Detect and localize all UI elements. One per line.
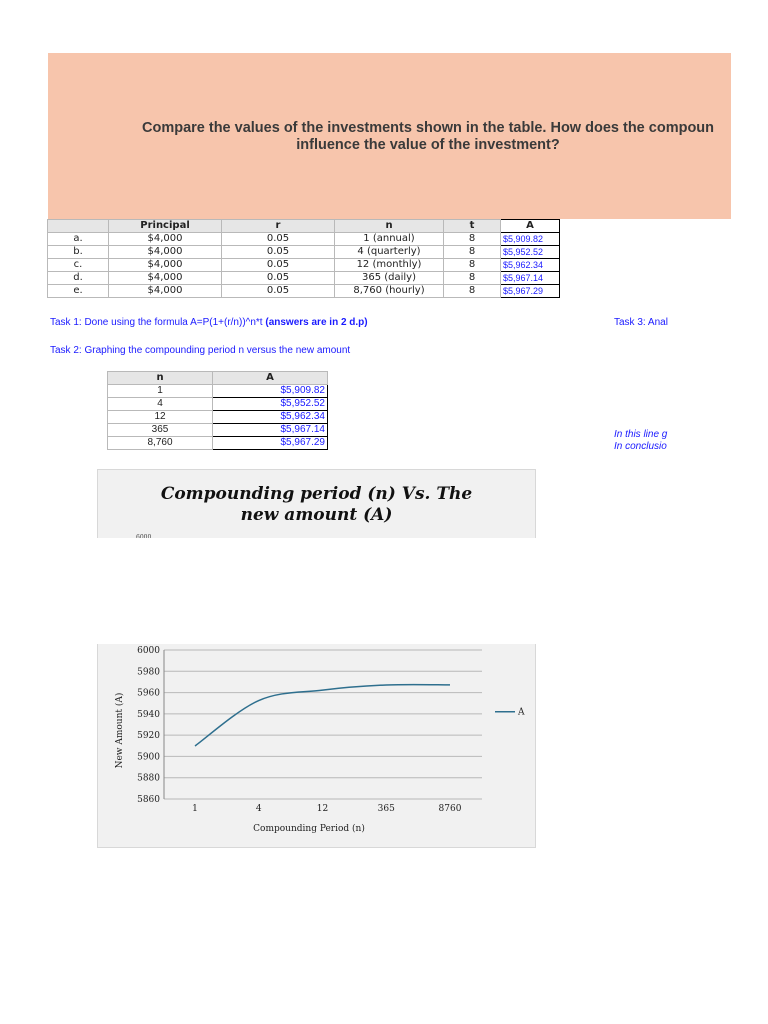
x-tick-label: 4 [255,804,262,814]
y-tick-label: 5920 [137,731,160,742]
legend-label: A [518,707,525,718]
question-banner [48,53,731,219]
question-text [48,120,731,154]
table-row [48,272,560,285]
table-row [108,424,328,437]
cell-n[interactable]: 12 (monthly) [335,259,444,272]
y-tick-label: 5860 [137,795,160,805]
task-1-text [50,317,368,328]
header-t: t [444,220,501,233]
x-tick-label: 365 [377,804,395,814]
cell-label[interactable]: c. [48,259,109,272]
chart-canvas [98,644,535,847]
chart-title [98,484,535,526]
cell-a[interactable]: $5,952.52 [213,398,328,411]
cell-principal[interactable]: $4,000 [109,246,222,259]
cell-t[interactable]: 8 [444,272,501,285]
table-row [48,285,560,298]
cell-r[interactable]: 0.05 [222,285,335,298]
cell-a[interactable]: $5,909.82 [501,233,560,246]
line-chart[interactable] [97,644,536,848]
analysis-line-2: In conclusio [614,441,667,452]
n-vs-a-table [107,371,328,450]
y-axis-label: New Amount (A) [115,692,125,769]
question-line-1: Compare the values of the investments shown in the table. How does the compoun [141,120,715,136]
y-tick-label: 6000 [137,646,160,656]
clipped-tick-stub: 6000 [136,534,152,538]
cell-r[interactable]: 0.05 [222,259,335,272]
cell-r[interactable]: 0.05 [222,272,335,285]
cell-n[interactable]: 8,760 (hourly) [335,285,444,298]
y-tick-label: 5940 [137,709,160,720]
chart-title-line-1: Compounding period (n) Vs. The [160,484,473,504]
cell-a[interactable]: $5,967.14 [213,424,328,437]
cell-n[interactable]: 365 [108,424,213,437]
cell-n[interactable]: 365 (daily) [335,272,444,285]
cell-n[interactable]: 1 (annual) [335,233,444,246]
cell-t[interactable]: 8 [444,259,501,272]
cell-t[interactable]: 8 [444,285,501,298]
chart-title-line-2: new amount (A) [240,505,393,525]
x-tick-label: 1 [192,804,198,814]
cell-t[interactable]: 8 [444,246,501,259]
question-line-2: influence the value of the investment? [296,137,560,153]
cell-t[interactable]: 8 [444,233,501,246]
cell-a[interactable]: $5,967.14 [501,272,560,285]
cell-label[interactable]: d. [48,272,109,285]
task-2-text: Task 2: Graphing the compounding period n versus the new amount [50,345,351,356]
header-a: A [213,372,328,385]
cell-a[interactable]: $5,967.29 [501,285,560,298]
cell-n[interactable]: 8,760 [108,437,213,450]
y-tick-label: 5960 [137,688,160,699]
y-tick-label: 5880 [137,773,160,784]
cell-a[interactable]: $5,909.82 [213,385,328,398]
header-a: A [501,220,560,233]
investment-table [47,219,560,298]
cell-a[interactable]: $5,967.29 [213,437,328,450]
cell-n[interactable]: 12 [108,411,213,424]
x-tick-label: 12 [316,804,329,814]
cell-n[interactable]: 1 [108,385,213,398]
cell-principal[interactable]: $4,000 [109,272,222,285]
n-vs-a-header [108,372,328,385]
cell-principal[interactable]: $4,000 [109,259,222,272]
x-axis-label: Compounding Period (n) [253,824,365,834]
cell-principal[interactable]: $4,000 [109,285,222,298]
cell-a[interactable]: $5,952.52 [501,246,560,259]
table-row [108,411,328,424]
cell-a[interactable]: $5,962.34 [213,411,328,424]
series-line-A [195,685,450,746]
table-row [108,398,328,411]
investment-table-header [48,220,560,233]
header-n: n [335,220,444,233]
analysis-line-1: In this line g [614,429,668,440]
table-row [108,437,328,450]
header-label [48,220,109,233]
header-principal: Principal [109,220,222,233]
cell-principal[interactable]: $4,000 [109,233,222,246]
cell-label[interactable]: b. [48,246,109,259]
task-3-text: Task 3: Anal [614,317,668,328]
table-row [48,246,560,259]
table-row [48,233,560,246]
table-row [48,259,560,272]
task-1-formula: Task 1: Done using the formula A=P(1+(r/n))^n*t [50,317,266,328]
cell-r[interactable]: 0.05 [222,233,335,246]
x-tick-label: 8760 [438,804,462,814]
cell-r[interactable]: 0.05 [222,246,335,259]
header-n: n [108,372,213,385]
cell-label[interactable]: a. [48,233,109,246]
task-1-note: (answers are in 2 d.p) [265,317,368,328]
cell-label[interactable]: e. [48,285,109,298]
y-tick-label: 5980 [137,667,160,678]
chart-title-panel[interactable] [97,469,536,538]
cell-n[interactable]: 4 [108,398,213,411]
header-r: r [222,220,335,233]
cell-a[interactable]: $5,962.34 [501,259,560,272]
cell-n[interactable]: 4 (quarterly) [335,246,444,259]
table-row [108,385,328,398]
y-tick-label: 5900 [137,752,160,763]
